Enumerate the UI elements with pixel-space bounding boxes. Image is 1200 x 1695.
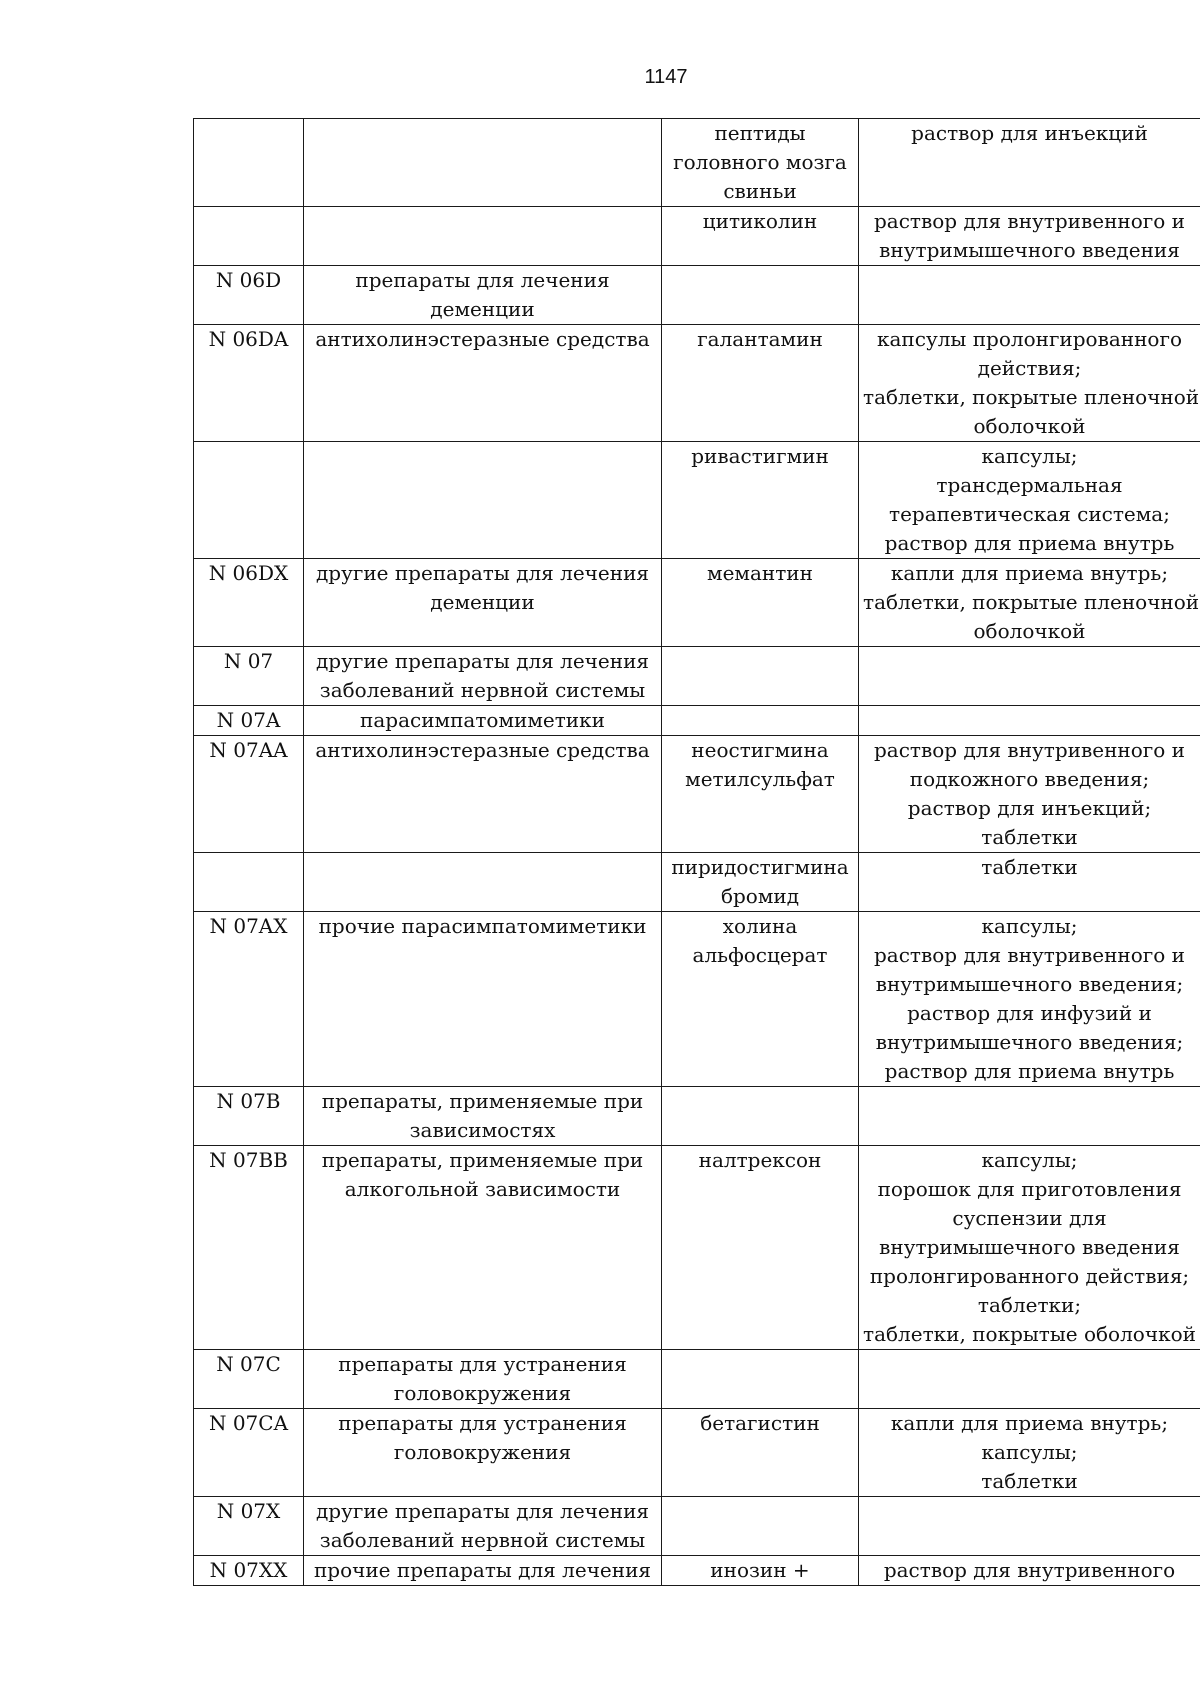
table-row — [194, 1409, 1200, 1497]
table-row — [194, 207, 1200, 266]
cell-line: капсулы; — [981, 444, 1078, 468]
cell-line: головокружения — [393, 1440, 572, 1464]
inn-cell — [662, 559, 859, 647]
table-row — [194, 325, 1200, 442]
inn-cell — [662, 1497, 859, 1556]
group-name-cell — [304, 647, 662, 706]
atc-code-cell: N 07 — [194, 647, 304, 706]
cell-line: мемантин — [707, 561, 813, 585]
group-name-cell — [304, 736, 662, 853]
dosage-form-cell — [859, 736, 1200, 853]
table-row — [194, 119, 1200, 207]
dosage-form-cell — [859, 647, 1200, 706]
table-row — [194, 1087, 1200, 1146]
cell-line: прочие препараты для лечения — [313, 1558, 652, 1582]
drug-table — [193, 118, 1200, 1586]
cell-line: инозин + — [710, 1558, 810, 1582]
table-row — [194, 1497, 1200, 1556]
cell-line: алкогольной зависимости — [344, 1177, 621, 1201]
atc-code-cell: N 07AX — [194, 912, 304, 1087]
table-row — [194, 1556, 1200, 1586]
group-name-cell — [304, 1497, 662, 1556]
atc-code-cell: N 07AA — [194, 736, 304, 853]
cell-line: терапевтическая система; — [889, 502, 1170, 526]
group-name-cell — [304, 559, 662, 647]
cell-line: капсулы; — [981, 1148, 1078, 1172]
inn-cell — [662, 1409, 859, 1497]
atc-code-cell: N 07B — [194, 1087, 304, 1146]
dosage-form-cell — [859, 442, 1200, 559]
group-name-cell — [304, 119, 662, 207]
dosage-form-cell — [859, 207, 1200, 266]
cell-line: заболеваний нервной системы — [319, 1528, 646, 1552]
atc-code-cell: N 07A — [194, 706, 304, 736]
atc-code-cell: N 07XX — [194, 1556, 304, 1586]
dosage-form-cell — [859, 119, 1200, 207]
group-name-cell — [304, 1350, 662, 1409]
group-name-cell — [304, 1409, 662, 1497]
atc-code-cell: N 06D — [194, 266, 304, 325]
inn-cell — [662, 207, 859, 266]
cell-line: внутримышечного введения; — [875, 972, 1184, 996]
dosage-form-cell — [859, 559, 1200, 647]
cell-line: капли для приема внутрь; — [890, 561, 1169, 585]
cell-line: раствор для внутривенного и — [873, 943, 1185, 967]
cell-line: капли для приема внутрь; — [890, 1411, 1169, 1435]
cell-line: другие препараты для лечения — [315, 561, 650, 585]
inn-cell — [662, 853, 859, 912]
cell-line: деменции — [430, 590, 535, 614]
table-row — [194, 736, 1200, 853]
inn-cell — [662, 1556, 859, 1586]
cell-line: трансдермальная — [936, 473, 1123, 497]
cell-line: раствор для приема внутрь — [884, 531, 1175, 555]
atc-code-cell — [194, 853, 304, 912]
cell-line: бетагистин — [700, 1411, 820, 1435]
dosage-form-cell — [859, 1556, 1200, 1586]
dosage-form-cell — [859, 1087, 1200, 1146]
inn-cell — [662, 442, 859, 559]
cell-line: препараты, применяемые при — [321, 1089, 644, 1113]
cell-line: внутримышечного введения; — [875, 1030, 1184, 1054]
cell-line: раствор для инъекций — [911, 121, 1148, 145]
cell-line: препараты для устранения — [338, 1352, 627, 1376]
cell-line: таблетки; — [977, 1293, 1082, 1317]
group-name-cell — [304, 325, 662, 442]
cell-line: прочие парасимпатомиметики — [318, 914, 647, 938]
dosage-form-cell — [859, 266, 1200, 325]
cell-line: препараты для устранения — [338, 1411, 627, 1435]
dosage-form-cell — [859, 853, 1200, 912]
cell-line: внутримышечного введения — [879, 238, 1180, 262]
table-row — [194, 853, 1200, 912]
atc-code-cell — [194, 119, 304, 207]
cell-line: суспензии для — [952, 1206, 1107, 1230]
cell-line: раствор для внутривенного и — [873, 209, 1185, 233]
cell-line: препараты для лечения — [355, 268, 610, 292]
cell-line: галантамин — [697, 327, 823, 351]
cell-line: внутримышечного введения — [879, 1235, 1180, 1259]
inn-cell — [662, 1087, 859, 1146]
table-row — [194, 912, 1200, 1087]
atc-code-cell — [194, 442, 304, 559]
table-row — [194, 559, 1200, 647]
cell-line: антихолинэстеразные средства — [315, 738, 650, 762]
dosage-form-cell — [859, 1409, 1200, 1497]
cell-line: другие препараты для лечения — [315, 649, 650, 673]
cell-line: таблетки, покрытые пленочной — [863, 385, 1200, 409]
group-name-cell — [304, 1556, 662, 1586]
inn-cell — [662, 325, 859, 442]
table-row — [194, 647, 1200, 706]
cell-line: пролонгированного действия; — [869, 1264, 1190, 1288]
cell-line: налтрексон — [698, 1148, 822, 1172]
inn-cell — [662, 266, 859, 325]
inn-cell — [662, 647, 859, 706]
cell-line: цитиколин — [702, 209, 818, 233]
cell-line: капсулы; — [981, 914, 1078, 938]
cell-line: холина — [722, 914, 798, 938]
table-row — [194, 266, 1200, 325]
group-name-cell — [304, 1146, 662, 1350]
atc-code-cell — [194, 207, 304, 266]
cell-line: таблетки — [981, 1469, 1078, 1493]
cell-line: раствор для приема внутрь — [884, 1059, 1175, 1083]
cell-line: действия; — [977, 356, 1082, 380]
group-name-cell — [304, 706, 662, 736]
cell-line: зависимостях — [409, 1118, 556, 1142]
inn-cell — [662, 912, 859, 1087]
inn-cell — [662, 1146, 859, 1350]
atc-code-cell: N 07CA — [194, 1409, 304, 1497]
atc-code-cell: N 07X — [194, 1497, 304, 1556]
table-row — [194, 442, 1200, 559]
cell-line: оболочкой — [973, 414, 1086, 438]
group-name-cell — [304, 853, 662, 912]
inn-cell — [662, 1350, 859, 1409]
cell-line: раствор для инфузий и — [907, 1001, 1152, 1025]
cell-line: таблетки, покрытые пленочной — [863, 590, 1200, 614]
page-number: 1147 — [644, 66, 688, 88]
group-name-cell — [304, 266, 662, 325]
cell-line: заболеваний нервной системы — [319, 678, 646, 702]
cell-line: раствор для инъекций; — [907, 796, 1152, 820]
cell-line: раствор для внутривенного и — [873, 738, 1185, 762]
inn-cell — [662, 736, 859, 853]
cell-line: головного мозга — [673, 150, 847, 174]
group-name-cell — [304, 912, 662, 1087]
cell-line: метилсульфат — [685, 767, 835, 791]
cell-line: другие препараты для лечения — [315, 1499, 650, 1523]
cell-line: бромид — [720, 884, 800, 908]
atc-code-cell: N 06DX — [194, 559, 304, 647]
cell-line: пиридостигмина — [671, 855, 849, 879]
group-name-cell — [304, 442, 662, 559]
table-row — [194, 1146, 1200, 1350]
cell-line: оболочкой — [973, 619, 1086, 643]
dosage-form-cell — [859, 1350, 1200, 1409]
atc-code-cell: N 07BB — [194, 1146, 304, 1350]
cell-line: таблетки — [981, 855, 1078, 879]
cell-line: антихолинэстеразные средства — [315, 327, 650, 351]
cell-line: таблетки, покрытые оболочкой — [863, 1322, 1196, 1346]
table-row — [194, 706, 1200, 736]
cell-line: капсулы; — [981, 1440, 1078, 1464]
dosage-form-cell — [859, 325, 1200, 442]
cell-line: деменции — [430, 297, 535, 321]
cell-line: парасимпатомиметики — [360, 708, 605, 732]
cell-line: головокружения — [393, 1381, 572, 1405]
cell-line: капсулы пролонгированного — [876, 327, 1182, 351]
inn-cell — [662, 119, 859, 207]
cell-line: альфосцерат — [692, 943, 828, 967]
group-name-cell — [304, 1087, 662, 1146]
inn-cell — [662, 706, 859, 736]
cell-line: подкожного введения; — [909, 767, 1150, 791]
dosage-form-cell — [859, 912, 1200, 1087]
atc-code-cell: N 07C — [194, 1350, 304, 1409]
cell-line: раствор для внутривенного — [883, 1558, 1176, 1582]
atc-code-cell: N 06DA — [194, 325, 304, 442]
cell-line: таблетки — [981, 825, 1078, 849]
cell-line: препараты, применяемые при — [321, 1148, 644, 1172]
dosage-form-cell — [859, 1146, 1200, 1350]
group-name-cell — [304, 207, 662, 266]
cell-line: неостигмина — [691, 738, 829, 762]
cell-line: порошок для приготовления — [877, 1177, 1182, 1201]
cell-line: свиньи — [723, 179, 797, 203]
table-row — [194, 1350, 1200, 1409]
dosage-form-cell — [859, 1497, 1200, 1556]
cell-line: ривастигмин — [691, 444, 829, 468]
cell-line: пептиды — [714, 121, 806, 145]
dosage-form-cell — [859, 706, 1200, 736]
